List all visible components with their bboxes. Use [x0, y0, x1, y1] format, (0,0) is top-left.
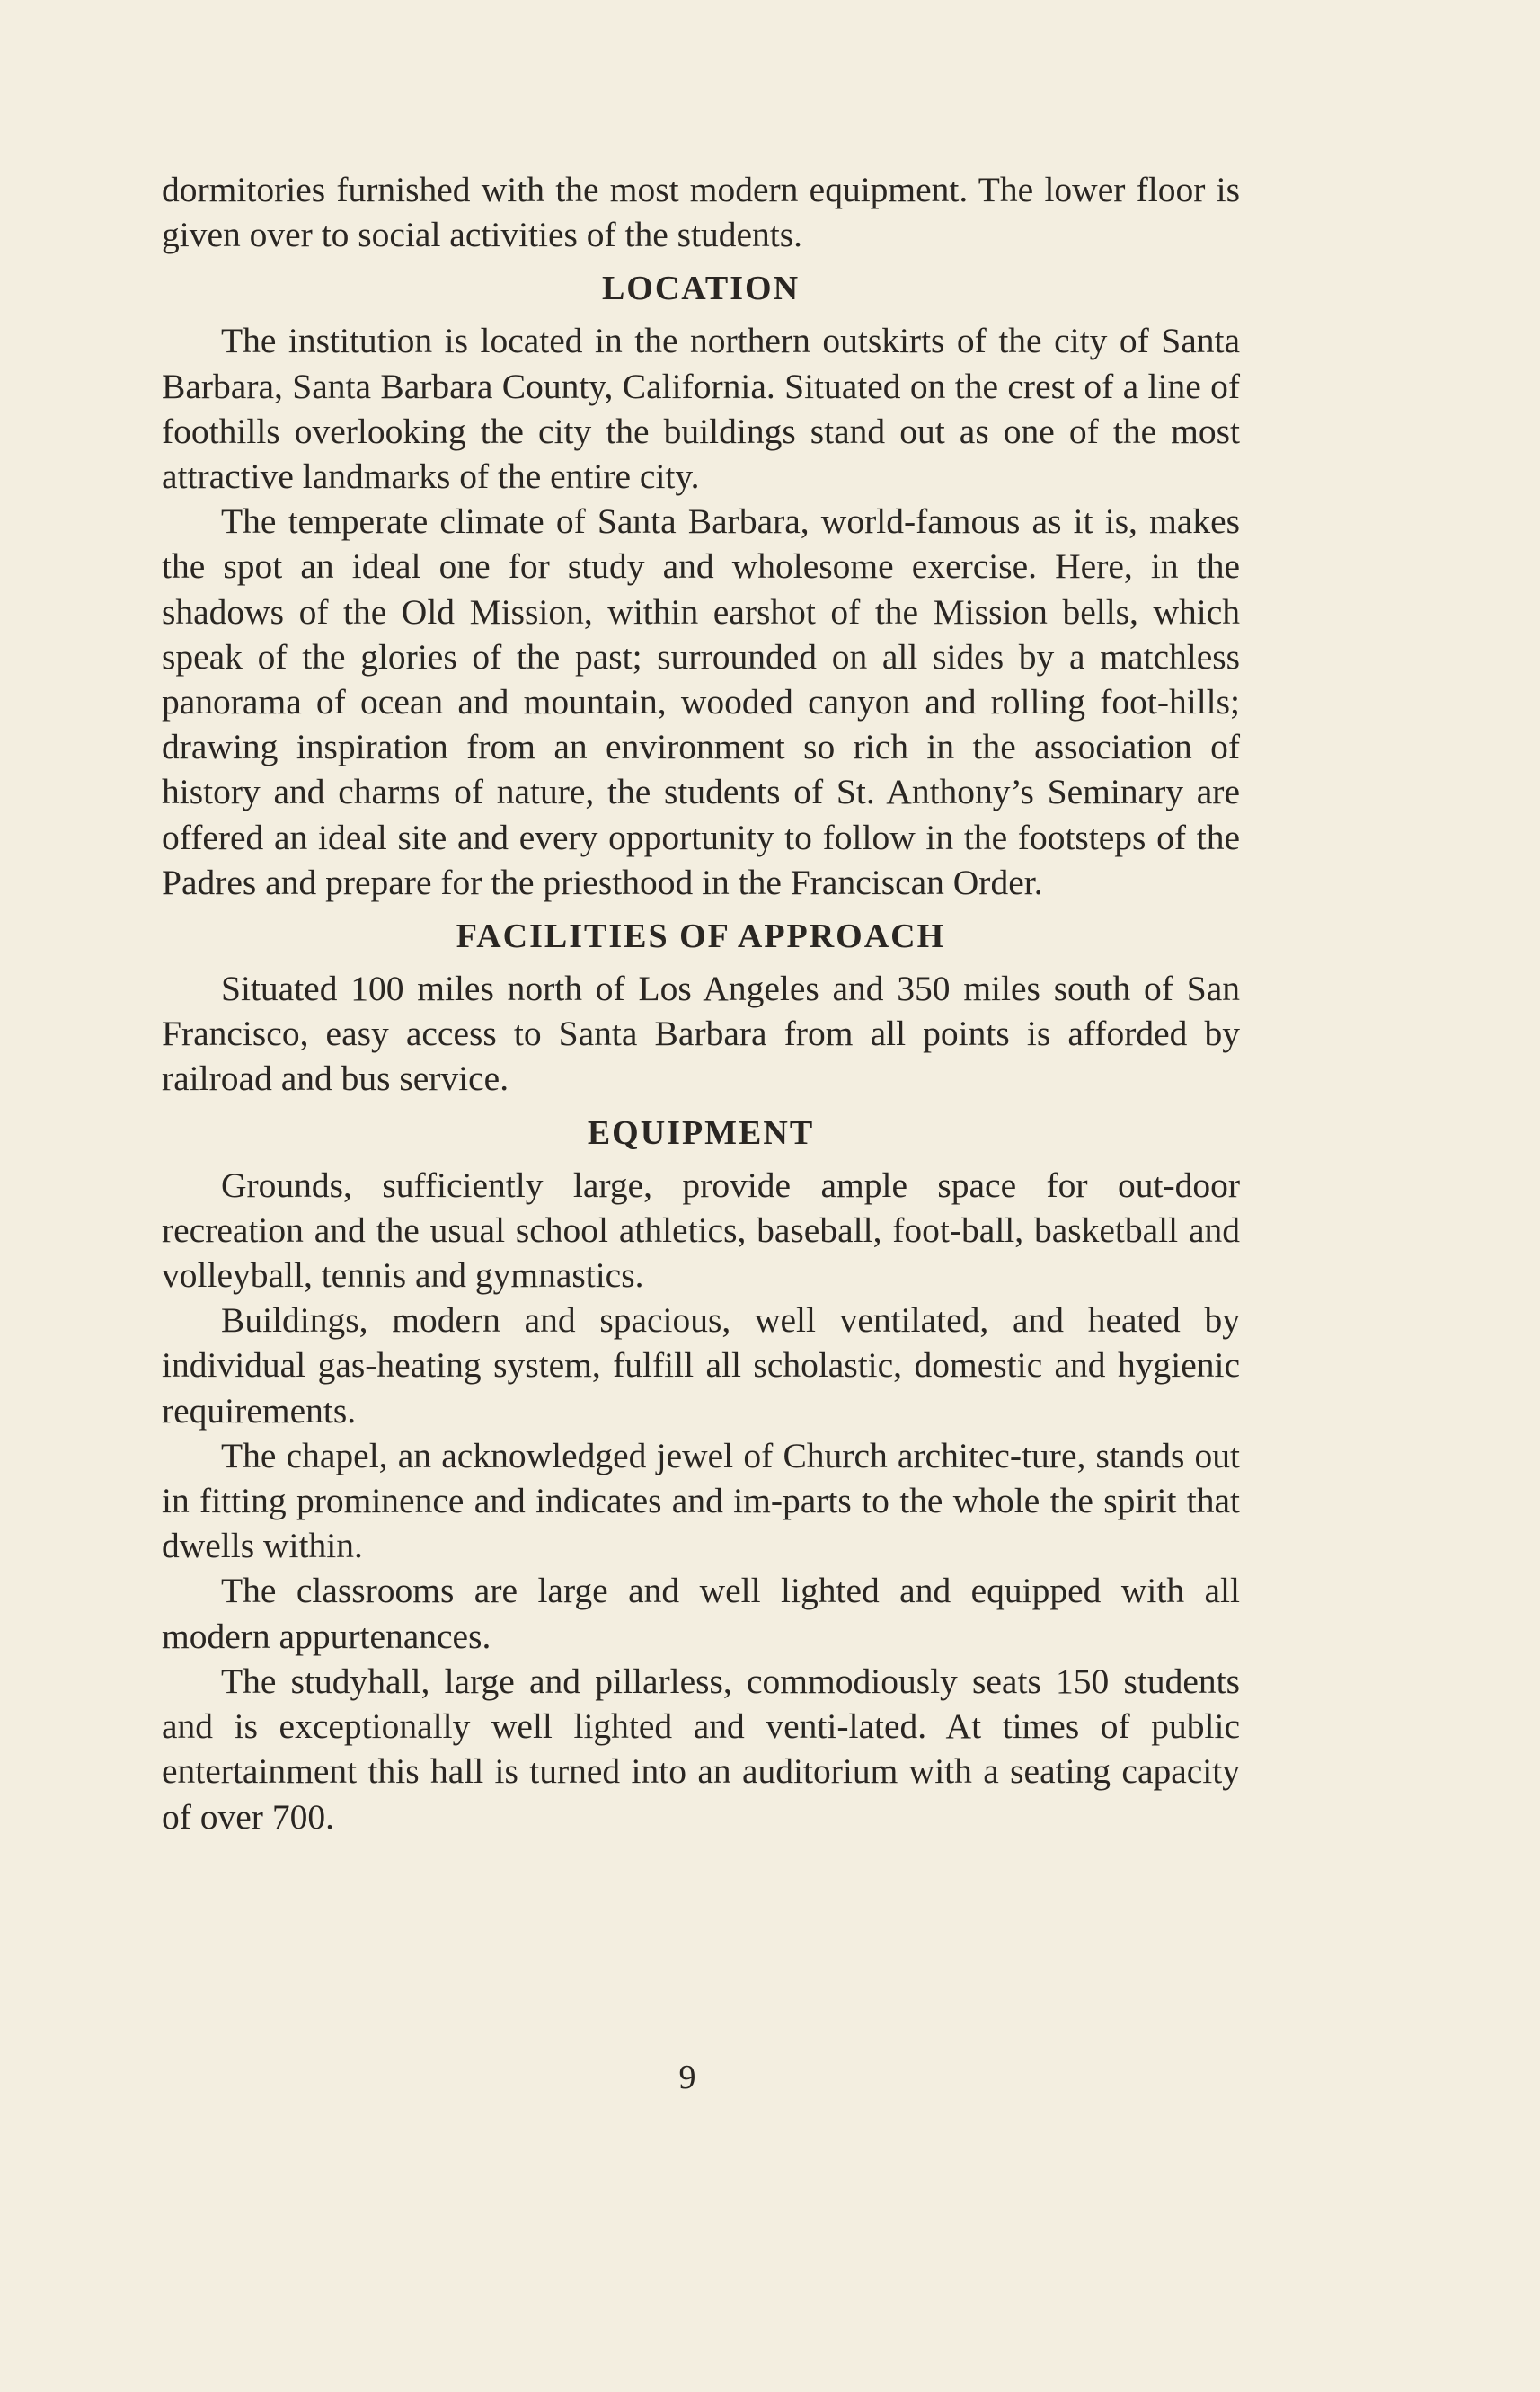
equipment-paragraph-studyhall: The studyhall, large and pillarless, commodiously seats 150 students and is exceptionally well lighted and venti-lated. At times of public entertainment this hall is turned into an auditorium with a seating capacity of over 700.: [162, 1661, 1240, 1837]
heading-facilities-of-approach: FACILITIES OF APPROACH: [456, 917, 946, 956]
heading-location: LOCATION: [601, 270, 801, 308]
equipment-paragraph-classrooms: The classrooms are large and well lighted and equipped with all modern appurtenances.: [162, 1571, 1240, 1656]
location-paragraph-2: The temperate climate of Santa Barbara, world-famous as it is, makes the spot an ideal one for study and wholesome exercise. Here, in the shadows of the Old Mission, within earshot of the Mission bells, which speak of the glories of the past; surrounded on all sides by a matchless panorama of ocean and mountain, wooded canyon and rolling foot-hills; drawing inspiration from an environment so rich in the association of history and charms of nature, the students of St. Anthony’s Seminary are offered an ideal site and every opportunity to follow in the footsteps of the Padres and prepare for the priesthood in the Franciscan Order.: [162, 501, 1240, 902]
heading-equipment: EQUIPMENT: [587, 1113, 815, 1152]
facilities-paragraph-1: Situated 100 miles north of Los Angeles and 350 miles south of San Francisco, easy access to Santa Barbara from all points is afforded by railroad and bus service.: [162, 969, 1240, 1099]
intro-paragraph: dormitories furnished with the most modern equipment. The lower floor is given over to social activities of the students.: [162, 170, 1240, 255]
page-number: 9: [678, 2059, 696, 2096]
equipment-paragraph-buildings: Buildings, modern and spacious, well ventilated, and heated by individual gas-heating system, fulfill all scholastic, domestic and hygienic requirements.: [162, 1300, 1240, 1431]
equipment-paragraph-grounds: Grounds, sufficiently large, provide ample space for out-door recreation and the usual school athletics, baseball, foot-ball, basketball and volleyball, tennis and gymnastics.: [162, 1165, 1240, 1296]
equipment-paragraph-chapel: The chapel, an acknowledged jewel of Church architec-ture, stands out in fitting prominence and indicates and im-parts to the whole the spirit that dwells within.: [162, 1435, 1240, 1566]
location-paragraph-1: The institution is located in the northern outskirts of the city of Santa Barbara, Santa Barbara County, California. Situated on the crest of a line of foothills overlooking the city the buildings stand out as one of the most attractive landmarks of the entire city.: [162, 321, 1240, 497]
page-body: [162, 167, 1240, 1839]
